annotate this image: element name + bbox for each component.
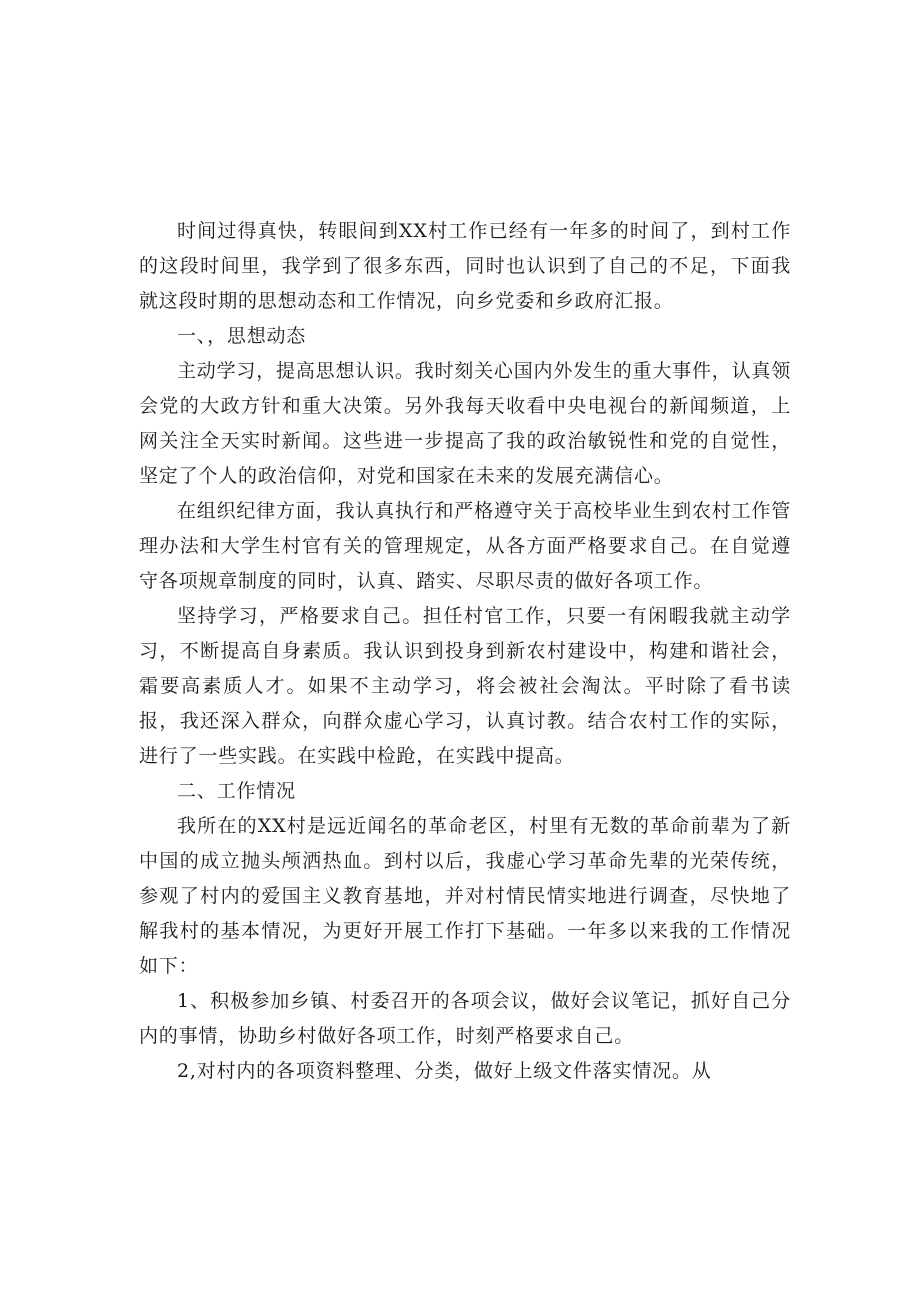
section-heading-thought: 一、，思想动态 xyxy=(177,325,307,347)
paragraph-study: 主动学习，提高思想认识。我时刻关心国内外发生的重大事件，认真领会党的大政方针和重大决策。另外我每天收看中央电视台的新闻频道，上网关注全天实时新闻。这些进一步提高了我的政治敏锐性和党的自觉性，坚定了个人的政治信仰，对党和国家在未来的发展充满信心。 xyxy=(139,360,791,487)
paragraph-village: 我所在的XX村是远近闻名的革命老区，村里有无数的革命前辈为了新中国的成立抛头颅洒热血。到村以后，我虚心学习革命先辈的光荣传统，参观了村内的爱国主义教育基地，并对村情民情实地进行调查，尽快地了解我村的基本情况，为更好开展工作打下基础。一年多以来我的工作情况如下： xyxy=(139,815,791,977)
paragraph-discipline: 在组织纪律方面，我认真执行和严格遵守关于高校毕业生到农村工作管理办法和大学生村官有关的管理规定，从各方面严格要求自己。在自觉遵守各项规章制度的同时，认真、踏实、尽职尽责的做好各项工作。 xyxy=(139,500,791,592)
paragraph-item-2: 2,对村内的各项资料整理、分类，做好上级文件落实情况。从 xyxy=(177,1060,712,1082)
document-body xyxy=(139,214,791,1089)
section-heading-work: 二、工作情况 xyxy=(177,780,296,802)
paragraph-intro: 时间过得真快，转眼间到XX村工作已经有一年多的时间了，到村工作的这段时间里，我学到了很多东西，同时也认识到了自己的不足，下面我就这段时期的思想动态和工作情况，向乡党委和乡政府汇报。 xyxy=(139,220,791,312)
paragraph-item-1: 1、积极参加乡镇、村委召开的各项会议，做好会议笔记，抓好自己分内的事情，协助乡村做好各项工作，时刻严格要求自己。 xyxy=(139,990,791,1047)
paragraph-self-requirement: 坚持学习，严格要求自己。担任村官工作，只要一有闲暇我就主动学习，不断提高自身素质。我认识到投身到新农村建设中，构建和谐社会，霜要高素质人才。如果不主动学习，将会被社会淘汰。平时除了看书读报，我还深入群众，向群众虚心学习，认真讨教。结合农村工作的实际，进行了一些实践。在实践中检跄，在实践中提高。 xyxy=(139,605,791,767)
